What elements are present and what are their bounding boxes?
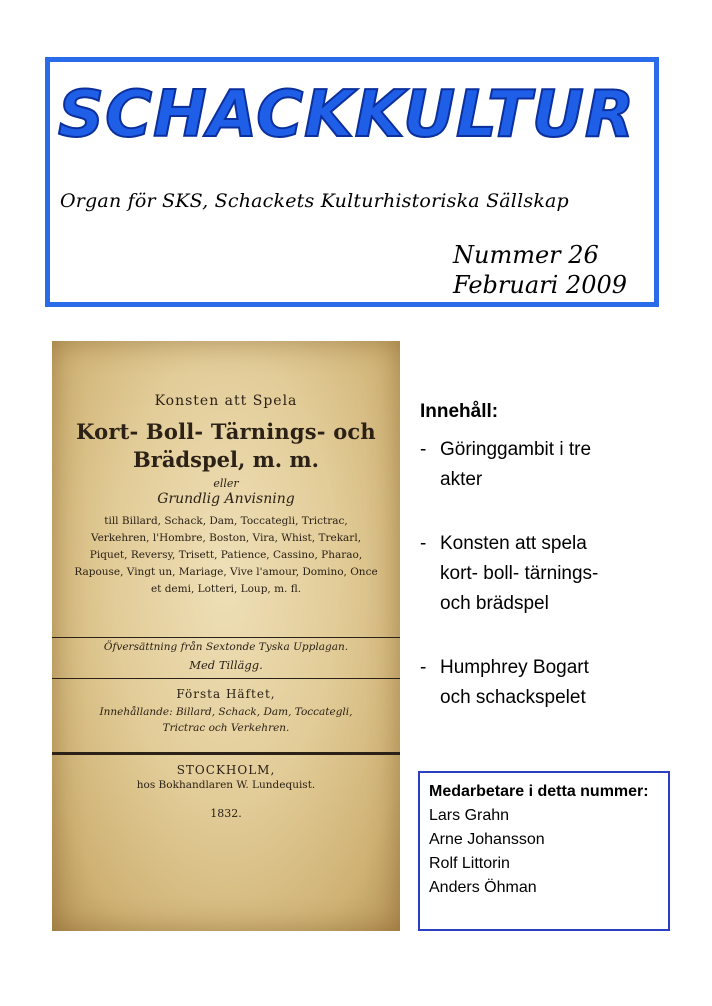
book-title-page-image xyxy=(52,341,400,931)
contents-item-line: kort- boll- tärnings- xyxy=(440,563,599,584)
contents-item xyxy=(420,653,690,713)
book-line-2: Kort- Boll- Tärnings- och xyxy=(76,419,376,444)
book-rule xyxy=(52,637,400,638)
book-line-5: Grundlig Anvisning xyxy=(157,491,295,507)
book-line-9: Innehållande: Billard, Schack, Dam, Toccategli, Trictrac och Verkehren. xyxy=(99,706,353,734)
contributor-name: Anders Öhman xyxy=(429,879,537,896)
book-line-8: Första Häftet, xyxy=(176,687,276,701)
book-rule xyxy=(52,752,400,755)
contributor-name: Rolf Littorin xyxy=(429,855,510,872)
issue-date: Februari 2009 xyxy=(453,271,627,299)
issue-number: Nummer 26 xyxy=(453,241,599,269)
contents-item-line: och brädspel xyxy=(440,593,549,614)
contributor-name: Lars Grahn xyxy=(429,807,510,824)
book-rule xyxy=(52,678,400,679)
contributors-box xyxy=(418,771,670,931)
contents-section xyxy=(420,397,690,747)
contents-item xyxy=(420,529,690,619)
contents-list xyxy=(420,435,690,713)
contents-item-line: Konsten att spela xyxy=(440,533,587,554)
magazine-title: SCHACKKULTUR xyxy=(58,78,636,152)
book-line-6: Öfversättning från Sextonde Tyska Upplagan. xyxy=(103,641,349,653)
contents-item-dash: - xyxy=(420,657,427,678)
book-line-10: STOCKHOLM, xyxy=(176,763,276,777)
contributor-name: Arne Johansson xyxy=(429,831,545,848)
contents-item-line: och schackspelet xyxy=(440,687,586,708)
book-line-3: Brädspel, m. m. xyxy=(133,447,319,472)
contents-item-dash: - xyxy=(420,533,427,554)
book-line-11: hos Bokhandlaren W. Lundequist. xyxy=(136,779,316,791)
book-game-list: till Billard, Schack, Dam, Toccategli, Trictrac, Verkehren, l'Hombre, Boston, Vira, Whist, Trekarl, Piquet, Reversy, Trisett, Patience, Cassino, Pharao, Rapouse, Vingt un, Mariage, Vive l'amour, Domino, Once et demi, Lotteri, Loup, m. fl. xyxy=(74,515,378,595)
contents-item-dash: - xyxy=(420,439,427,460)
contents-item-line: Göringgambit i tre xyxy=(440,439,592,460)
contents-item-line: Humphrey Bogart xyxy=(440,657,589,678)
contents-item-line: akter xyxy=(440,469,483,490)
contents-heading: Innehåll: xyxy=(420,401,499,422)
book-line-12: 1832. xyxy=(210,807,242,820)
book-line-7: Med Tillägg. xyxy=(189,658,263,672)
contributors-heading: Medarbetare i detta nummer: xyxy=(429,783,649,800)
issue-info xyxy=(453,240,627,300)
contents-item xyxy=(420,435,690,495)
magazine-subtitle: Organ för SKS, Schackets Kulturhistoriska Sällskap xyxy=(60,190,569,212)
book-line-4: eller xyxy=(213,477,239,490)
contributors-list xyxy=(429,804,659,900)
book-line-1: Konsten att Spela xyxy=(154,393,298,409)
masthead-box xyxy=(45,57,659,307)
